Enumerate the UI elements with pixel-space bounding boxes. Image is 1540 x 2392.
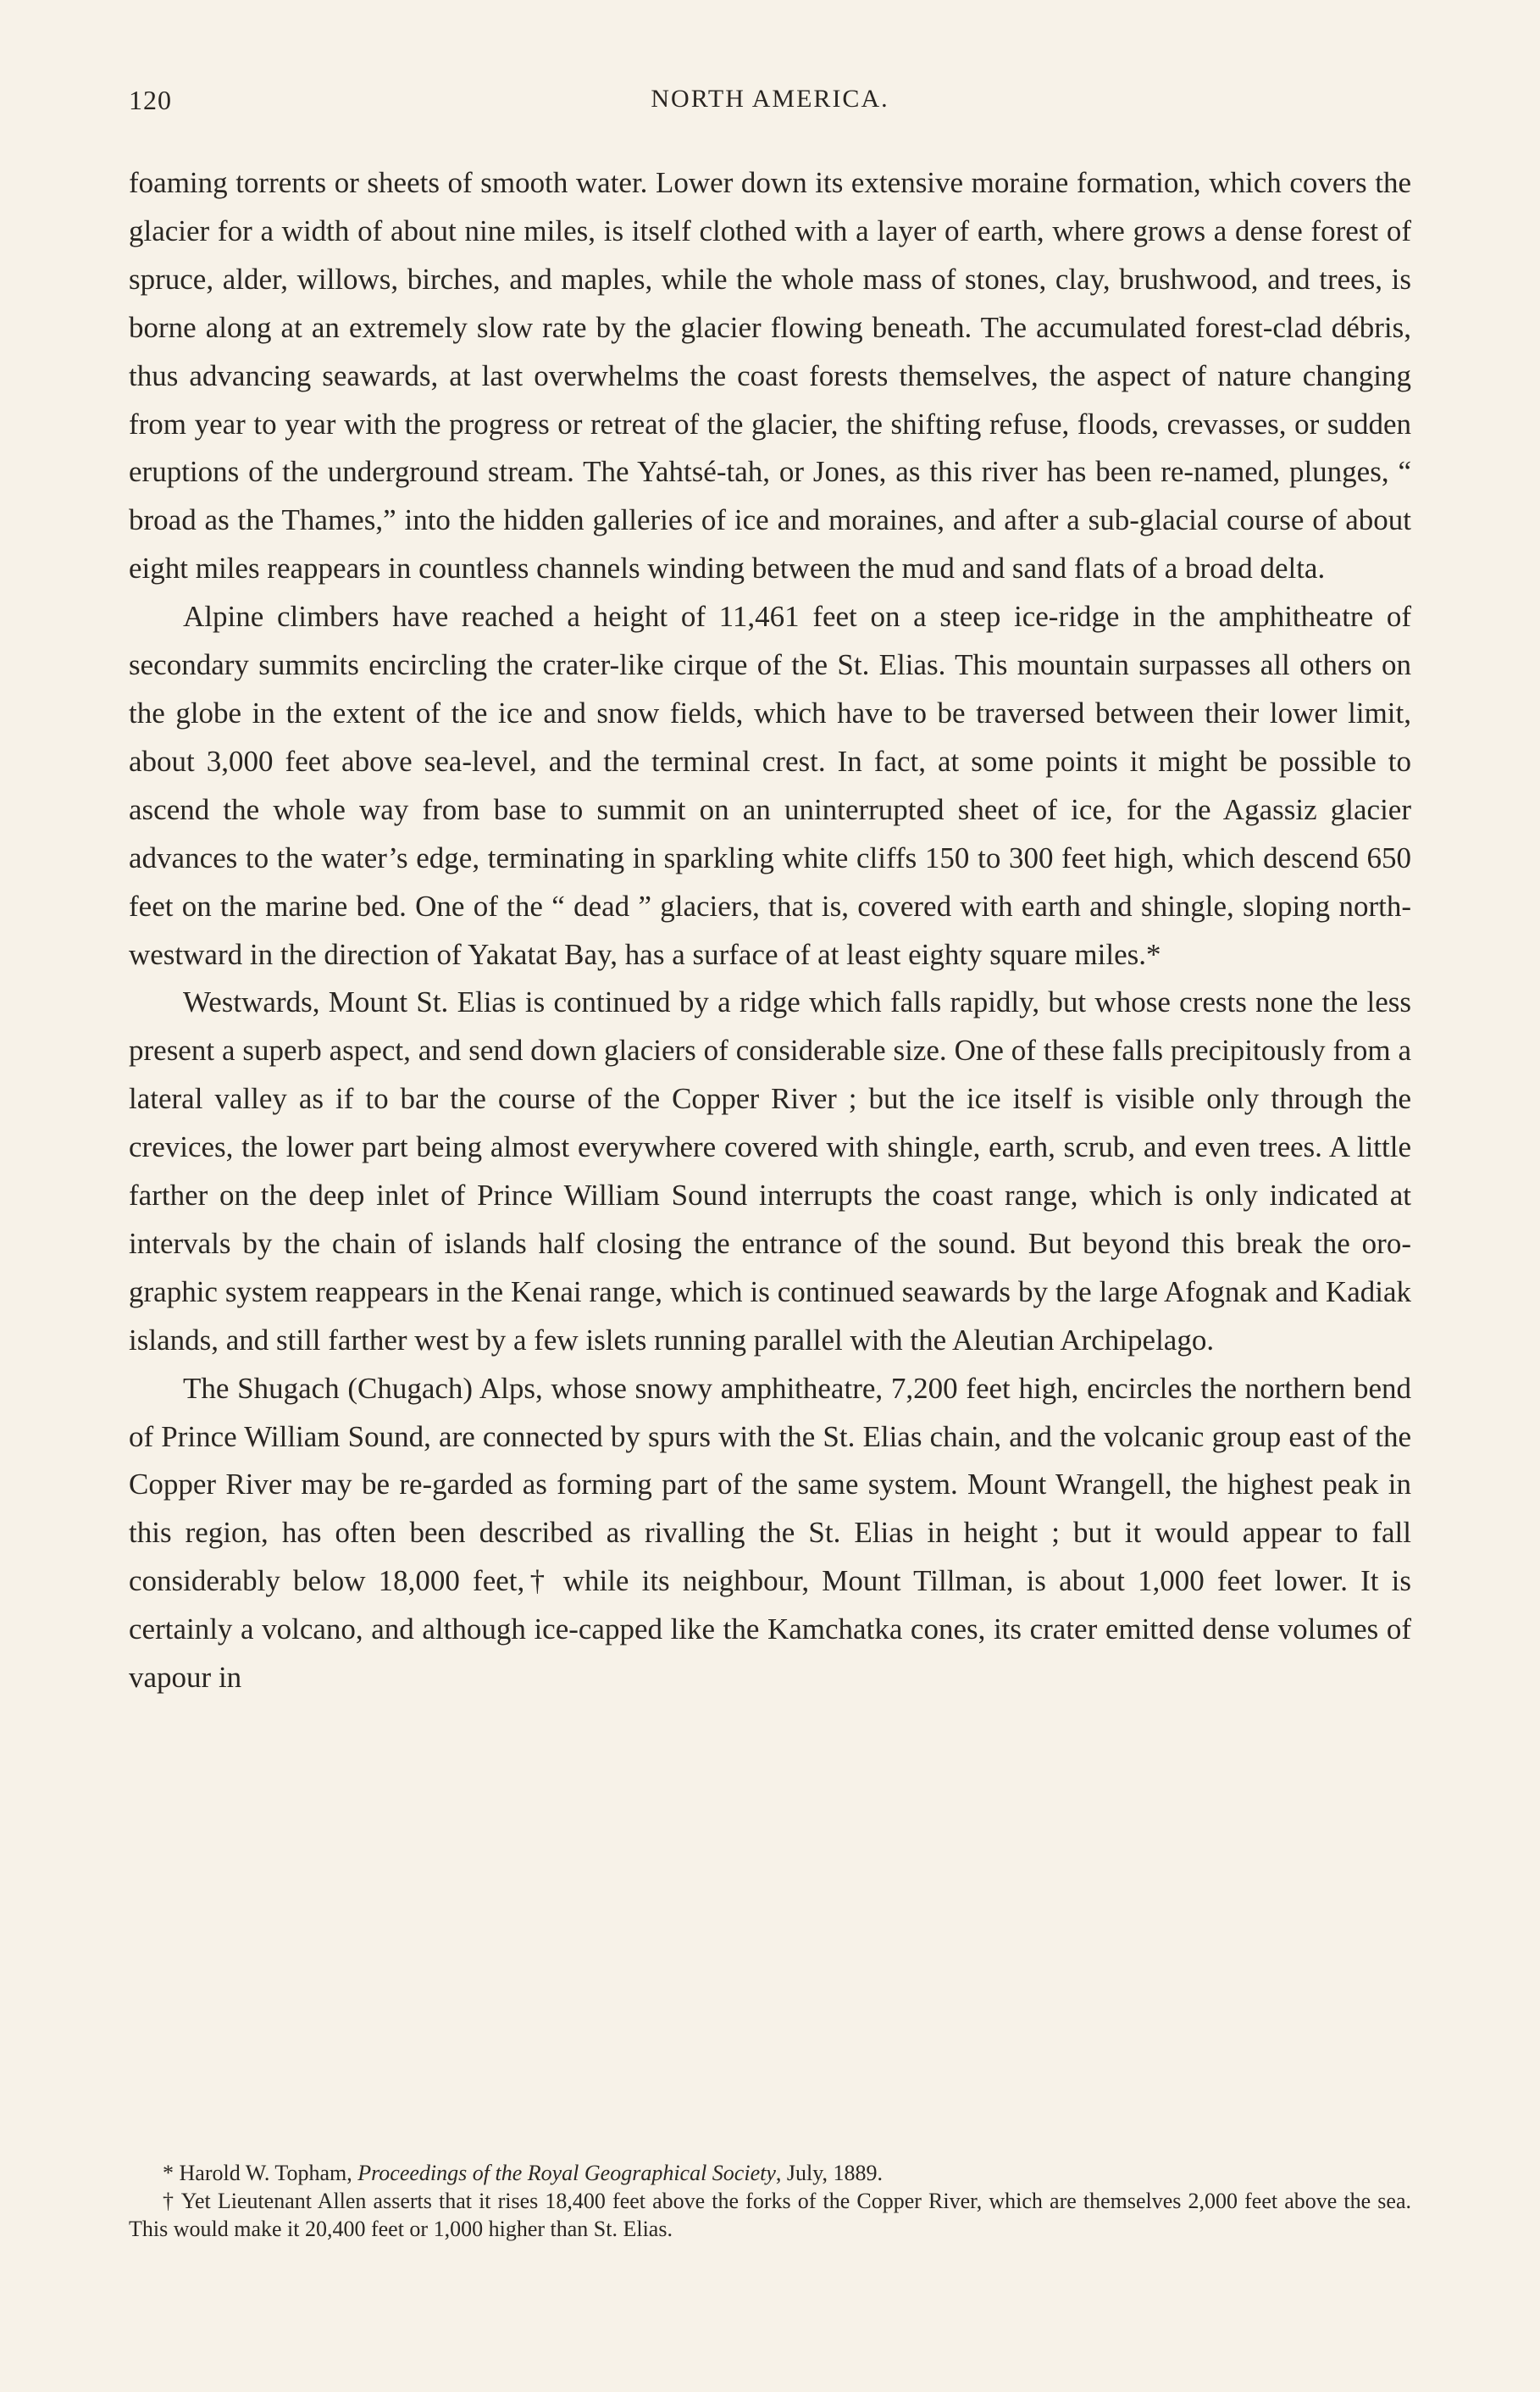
page-number: 120: [129, 85, 172, 115]
footnotes: [129, 2159, 1411, 2243]
paragraph-continued: foaming torrents or sheets of smooth water. Lower down its extensive moraine formation, which covers the glacier for a width of about nine miles, is itself clothed with a layer of earth, where grows a dense forest of spruce, alder, willows, birches, and maples, while the whole mass of stones, clay, brushwood, and trees, is borne along at an extremely slow rate by the glacier flowing beneath. The accumulated forest-clad débris, thus advancing seawards, at last overwhelms the coast forests themselves, the aspect of nature changing from year to year with the progress or retreat of the glacier, the shifting refuse, floods, crevasses, or sudden eruptions of the underground stream. The Yahtsé-tah, or Jones, as this river has been re-named, plunges, “ broad as the Thames,” into the hidden galleries of ice and moraines, and after a sub-glacial course of about eight miles reappears in countless channels winding between the mud and sand flats of a broad delta.: [129, 166, 1411, 586]
running-title: NORTH AMERICA.: [651, 85, 889, 113]
footnote-tail: , July, 1889.: [775, 2161, 884, 2185]
paragraph: Westwards, Mount St. Elias is continued by a ridge which falls rapidly, but whose crests none the less present a superb aspect, and send down glaciers of considerable size. One of these falls precipitously from a lateral valley as if to bar the course of the Copper River ; but the ice itself is visible only through the crevices, the lower part being almost everywhere covered with shingle, earth, scrub, and even trees. A little farther on the deep inlet of Prince William Sound interrupts the coast range, which is only indicated at intervals by the chain of islands half closing the entrance of the sound. But beyond this break the oro-graphic system reappears in the Kenai range, which is continued seawards by the large Afognak and Kadiak islands, and still farther west by a few islets running parallel with the Aleutian Archipelago.: [129, 985, 1411, 1357]
paragraph: The Shugach (Chugach) Alps, whose snowy amphitheatre, 7,200 feet high, encircles the northern bend of Prince William Sound, are connected by spurs with the St. Elias chain, and the volcanic group east of the Copper River may be re-garded as forming part of the same system. Mount Wrangell, the highest peak in this region, has often been described as rivalling the St. Elias in height ; but it would appear to fall considerably below 18,000 feet,† while its neighbour, Mount Tillman, is about 1,000 feet lower. It is certainly a volcano, and although ice-capped like the Kamchatka cones, its crater emitted dense volumes of vapour in: [129, 1371, 1411, 1695]
paragraph: Alpine climbers have reached a height of 11,461 feet on a steep ice-ridge in the amphitheatre of secondary summits encircling the crater-like cirque of the St. Elias. This mountain surpasses all others on the globe in the extent of the ice and snow fields, which have to be traversed between their lower limit, about 3,000 feet above sea-level, and the terminal crest. In fact, at some points it might be possible to ascend the whole way from base to summit on an uninterrupted sheet of ice, for the Agassiz glacier advances to the water’s edge, terminating in sparkling white cliffs 150 to 300 feet high, which descend 650 feet on the marine bed. One of the “ dead ” glaciers, that is, covered with earth and shingle, sloping north-westward in the direction of Yakatat Bay, has a surface of at least eighty square miles.*: [129, 600, 1411, 971]
footnote-allen: † Yet Lieutenant Allen asserts that it rises 18,400 feet above the forks of the Copper River, which are themselves 2,000 feet above the sea. This would make it 20,400 feet or 1,000 higher than St. Elias.: [129, 2189, 1411, 2241]
footnote-topham: [129, 2159, 1411, 2187]
footnote-source-title: Proceedings of the Royal Geographical Society: [357, 2161, 776, 2185]
page-header: [129, 85, 1411, 122]
body-text: [129, 159, 1411, 1702]
footnote-lead: * Harold W. Topham,: [163, 2161, 358, 2185]
